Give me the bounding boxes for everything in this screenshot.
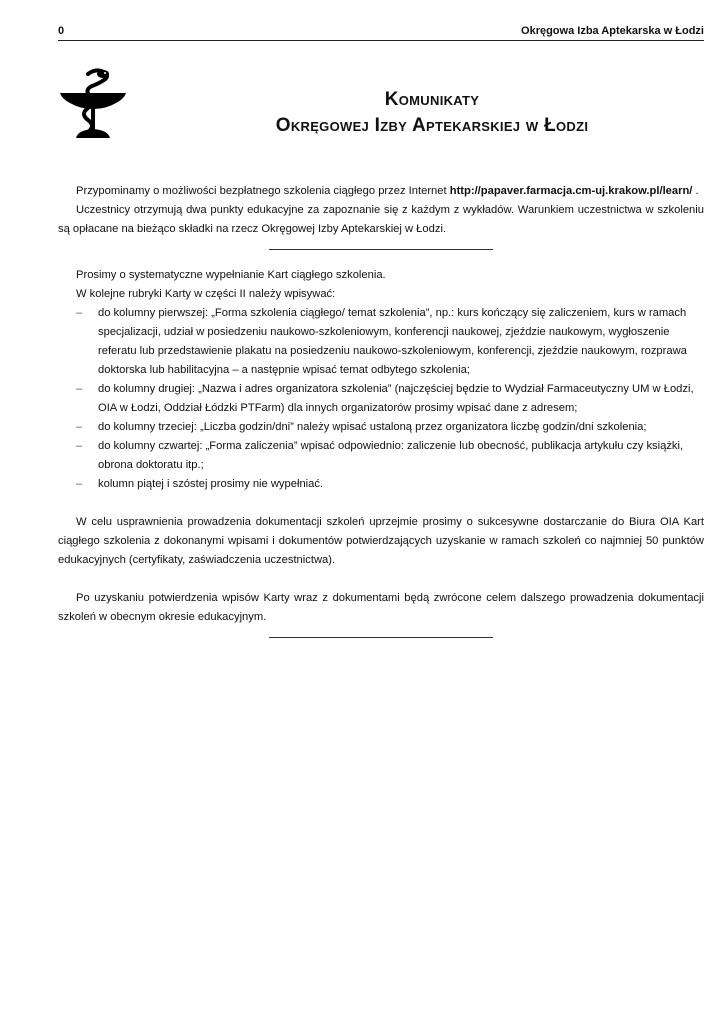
dash-bullet-icon: – [76, 421, 83, 433]
list-item [58, 437, 704, 475]
list-item-text: do kolumny czwartej: „Forma zaliczenia” wpisać odpowiednio: zaliczenie lub obecność, publikacja artykułu czy książki, obrona doktoratu itp.; [98, 440, 684, 471]
document-body [58, 182, 704, 638]
bowl-of-hygieia-icon [58, 66, 128, 140]
paragraph-internet-training [58, 182, 704, 201]
list-item-text: do kolumny drugiej: „Nazwa i adres organizatora szkolenia” (najczęściej będzie to Wydział Farmaceutyczny UM w Łodzi, OIA w Łodzi, Oddział Łódzki PTFarm) dla innych organizatorów prosimy wpisać dane z adresem; [98, 383, 694, 414]
list-item [58, 304, 704, 380]
dash-bullet-icon: – [76, 478, 83, 490]
list-item-text: do kolumny trzeciej: „Liczba godzin/dni” należy wpisać ustaloną przez organizatora liczbę godzin/dni szkolenia; [98, 421, 647, 433]
training-url-link[interactable]: http://papaver.farmacja.cm-uj.krakow.pl/learn/ [449, 185, 693, 197]
paragraph-cards-columns: W kolejne rubryki Karty w części II należy wpisywać: [76, 288, 336, 300]
paragraph-participants: Uczestnicy otrzymują dwa punkty edukacyjne za zapoznanie się z każdym z wykładów. Warunkiem uczestnictwa w szkoleniu są opłacane na bieżąco składki na rzecz Okręgowej Izby Aptekarskiej w Łodzi. [58, 204, 704, 235]
dash-bullet-icon: – [76, 307, 83, 319]
document-title-line1: Komunikaty [384, 89, 480, 110]
header-organization: Okręgowa Izba Aptekarska w Łodzi [521, 25, 704, 37]
list-item [58, 380, 704, 418]
document-title-line2: Okręgowej Izby Aptekarskiej w Łodzi [275, 115, 589, 136]
header-divider [58, 40, 704, 41]
list-item-text: kolumn piątej i szóstej prosimy nie wypełniać. [98, 478, 324, 490]
list-item-text: do kolumny pierwszej: „Forma szkolenia ciągłego/ temat szkolenia”, np.: kurs kończący się zaliczeniem, kurs w ramach specjalizacji, udział w posiedzeniu naukowo-szkoleniowym, konferencji naukowej, zjeździe naukowym, wygłoszenie referatu lub przedstawienie plakatu na posiedzeniu naukowo-szkoleniowym, konferencji, zjeździe naukowym, rozprawa doktorska lub habilitacyjna – a następnie wpisać temat odbytego szkolenia; [98, 307, 687, 376]
dash-bullet-icon: – [76, 383, 83, 395]
paragraph-text: Przypominamy o możliwości bezpłatnego szkolenia ciągłego przez Internet [76, 185, 450, 197]
page-number: 0 [58, 25, 65, 37]
paragraph-confirmation: Po uzyskaniu potwierdzenia wpisów Karty wraz z dokumentami będą zwrócone celem dalszego prowadzenia dokumentacji szkoleń w obecnym okresie edukacyjnym. [58, 592, 704, 623]
paragraph-text: . [692, 185, 699, 197]
paragraph-cards-request: Prosimy o systematyczne wypełnianie Kart ciągłego szkolenia. [76, 269, 386, 281]
paragraph-documentation: W celu usprawnienia prowadzenia dokumentacji szkoleń uprzejmie prosimy o sukcesywne dostarczanie do Biura OIA Kart ciągłego szkolenia z dokonanymi wpisami i dokumentów potwierdzających uzyskanie w ramach szkoleń co najmniej 50 punktów edukacyjnych (certyfikaty, zaświadczenia uczestnictwa). [58, 516, 704, 566]
list-item [58, 418, 704, 437]
dash-bullet-icon: – [76, 440, 83, 452]
column-instructions-list [58, 304, 704, 494]
list-item [58, 475, 704, 494]
section-separator [269, 637, 493, 638]
